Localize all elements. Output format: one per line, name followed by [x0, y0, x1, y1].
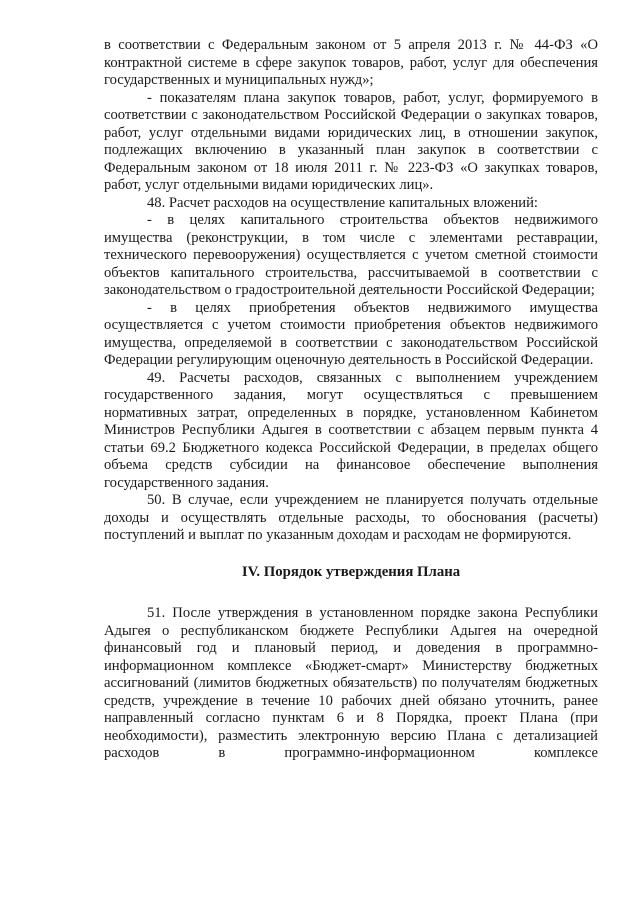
paragraph-48-capital-construction: - в целях капитального строительства объектов недвижимого имущества (реконструкции, в том числе с элементами реставрации, технического перевооружения) осуществляется с учетом сметной стоимости объектов капитального строительства, рассчитываемой в соответствии с законодательством о градостроительной деятельности Российской Федерации;	[104, 212, 598, 298]
paragraph-49: 49. Расчеты расходов, связанных с выполнением учреждением государственного задания, могут осуществляться с превышением нормативных затрат, определенных в порядке, установленном Кабинетом Министров Республики Адыгея в соответствии с абзацем первым пункта 4 статьи 69.2 Бюджетного кодекса Российской Федерации, в пределах общего объема средств субсидии на финансовое обеспечение выполнения государственного задания.	[104, 369, 598, 491]
paragraph-48: 48. Расчет расходов на осуществление капитальных вложений:	[147, 194, 538, 211]
paragraph-48-real-estate-purchase: - в целях приобретения объектов недвижимого имущества осуществляется с учетом стоимости приобретения объектов недвижимого имущества, определяемой в соответствии с законодательством Российской Федерации регулирующим оценочную деятельность в Российской Федерации.	[104, 299, 598, 368]
section-heading: IV. Порядок утверждения Плана	[241, 563, 461, 580]
paragraph-50: 50. В случае, если учреждением не планируется получать отдельные доходы и осуществлять отдельные расходы, то обоснования (расчеты) поступлений и выплат по указанным доходам и расходам не формируются.	[104, 492, 598, 543]
paragraph-44fz-continuation: в соответствии с Федеральным законом от 5 апреля 2013 г. № 44-ФЗ «О контрактной системе в сфере закупок товаров, работ, услуг для обеспечения государственных и муниципальных нужд»;	[104, 37, 598, 88]
paragraph-51: 51. После утверждения в установленном порядке закона Республики Адыгея о республиканском бюджете Республики Адыгея на очередной финансовый год и плановый период, и доведения в программно-информационном комплексе «Бюджет-смарт» Министерству бюджетных ассигнований (лимитов бюджетных обязательств) по получателям бюджетных средств, учреждение в течение 10 рабочих дней обязано уточнить, ранее направленный согласно пунктам 6 и 8 Порядка, проект Плана (при необходимости), разместить электронную версию Плана с детализацией расходов в программно-информационном комплексе	[104, 605, 598, 761]
paragraph-223fz-item: - показателям плана закупок товаров, работ, услуг, формируемого в соответствии с законодательством Российской Федерации о закупках товаров, работ, услуг отдельными видами юридических лиц, в отношении закупок, подлежащих включению в указанный план закупок в соответствии с Федеральным законом от 18 июля 2011 г. № 223-ФЗ «О закупках товаров, работ, услуг отдельными видами юридических лиц».	[104, 89, 598, 193]
